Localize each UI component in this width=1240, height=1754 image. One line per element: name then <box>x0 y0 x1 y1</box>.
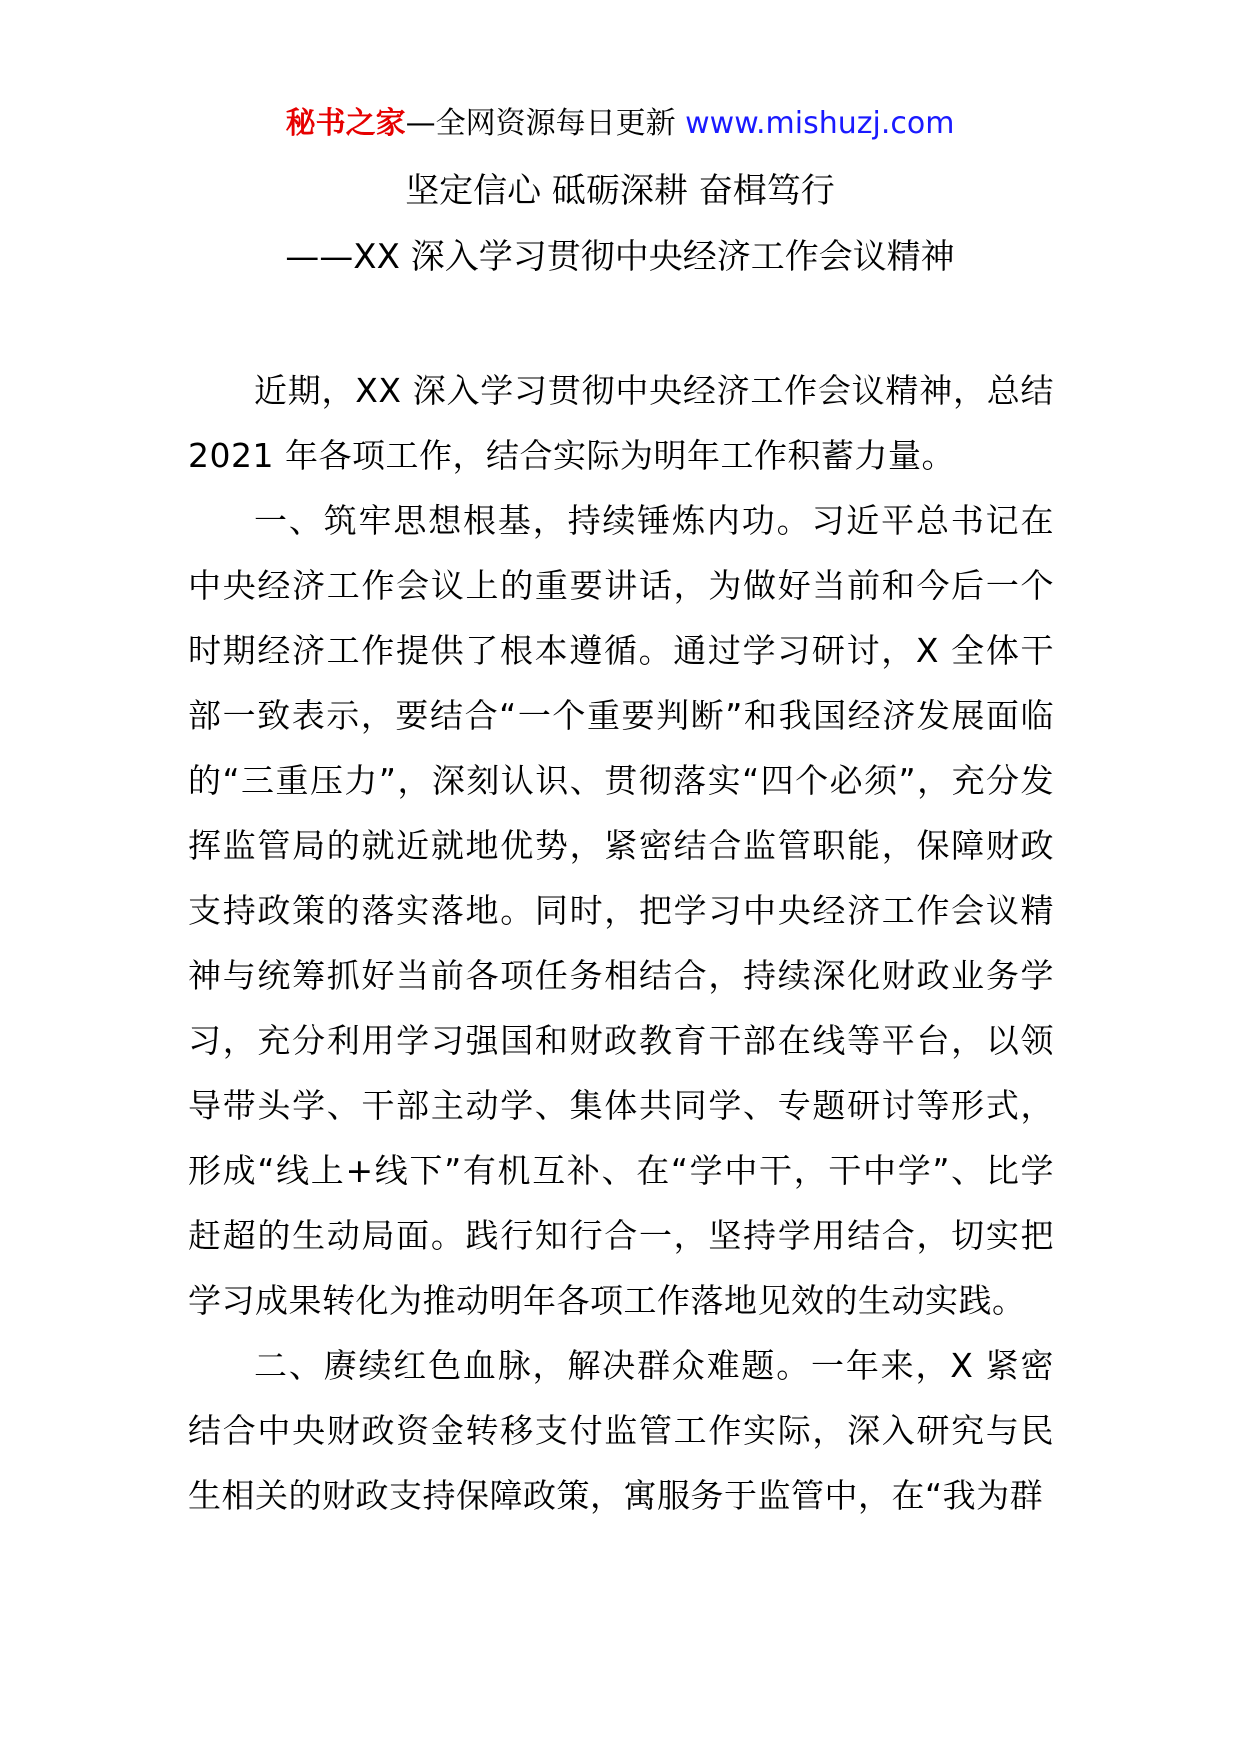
site-url-link[interactable]: www.mishuzj.com <box>685 106 955 141</box>
document-title: 坚定信心 砥砺深耕 奋楫笃行 <box>405 171 835 211</box>
document-body <box>188 358 1054 1528</box>
document-subtitle: ——XX 深入学习贯彻中央经济工作会议精神 <box>285 237 955 277</box>
banner-tagline: —全网资源每日更新 <box>405 106 686 141</box>
paragraph-section-2: 二、赓续红色血脉，解决群众难题。一年来，X 紧密结合中央财政资金转移支付监管工作实际，深入研究与民生相关的财政支持保障政策，寓服务于监管中，在“我为群 <box>188 1346 1054 1515</box>
paragraph-intro: 近期，XX 深入学习贯彻中央经济工作会议精神，总结 2021 年各项工作，结合实际为明年工作积蓄力量。 <box>188 371 1054 475</box>
paragraph-section-1: 一、筑牢思想根基，持续锤炼内功。习近平总书记在中央经济工作会议上的重要讲话，为做好当前和今后一个时期经济工作提供了根本遵循。通过学习研讨，X 全体干部一致表示，要结合“一个重要判断”和我国经济发展面临的“三重压力”，深刻认识、贯彻落实“四个必须”，充分发挥监管局的就近就地优势，紧密结合监管职能，保障财政支持政策的落实落地。同时，把学习中央经济工作会议精神与统筹抓好当前各项任务相结合，持续深化财政业务学习，充分利用学习强国和财政教育干部在线等平台，以领导带头学、干部主动学、集体共同学、专题研讨等形式，形成“线上+线下”有机互补、在“学中干，干中学”、比学赶超的生动局面。践行知行合一，坚持学用结合，切实把学习成果转化为推动明年各项工作落地见效的生动实践。 <box>188 501 1054 1320</box>
brand-name: 秘书之家 <box>285 106 406 141</box>
site-banner <box>0 104 1240 144</box>
